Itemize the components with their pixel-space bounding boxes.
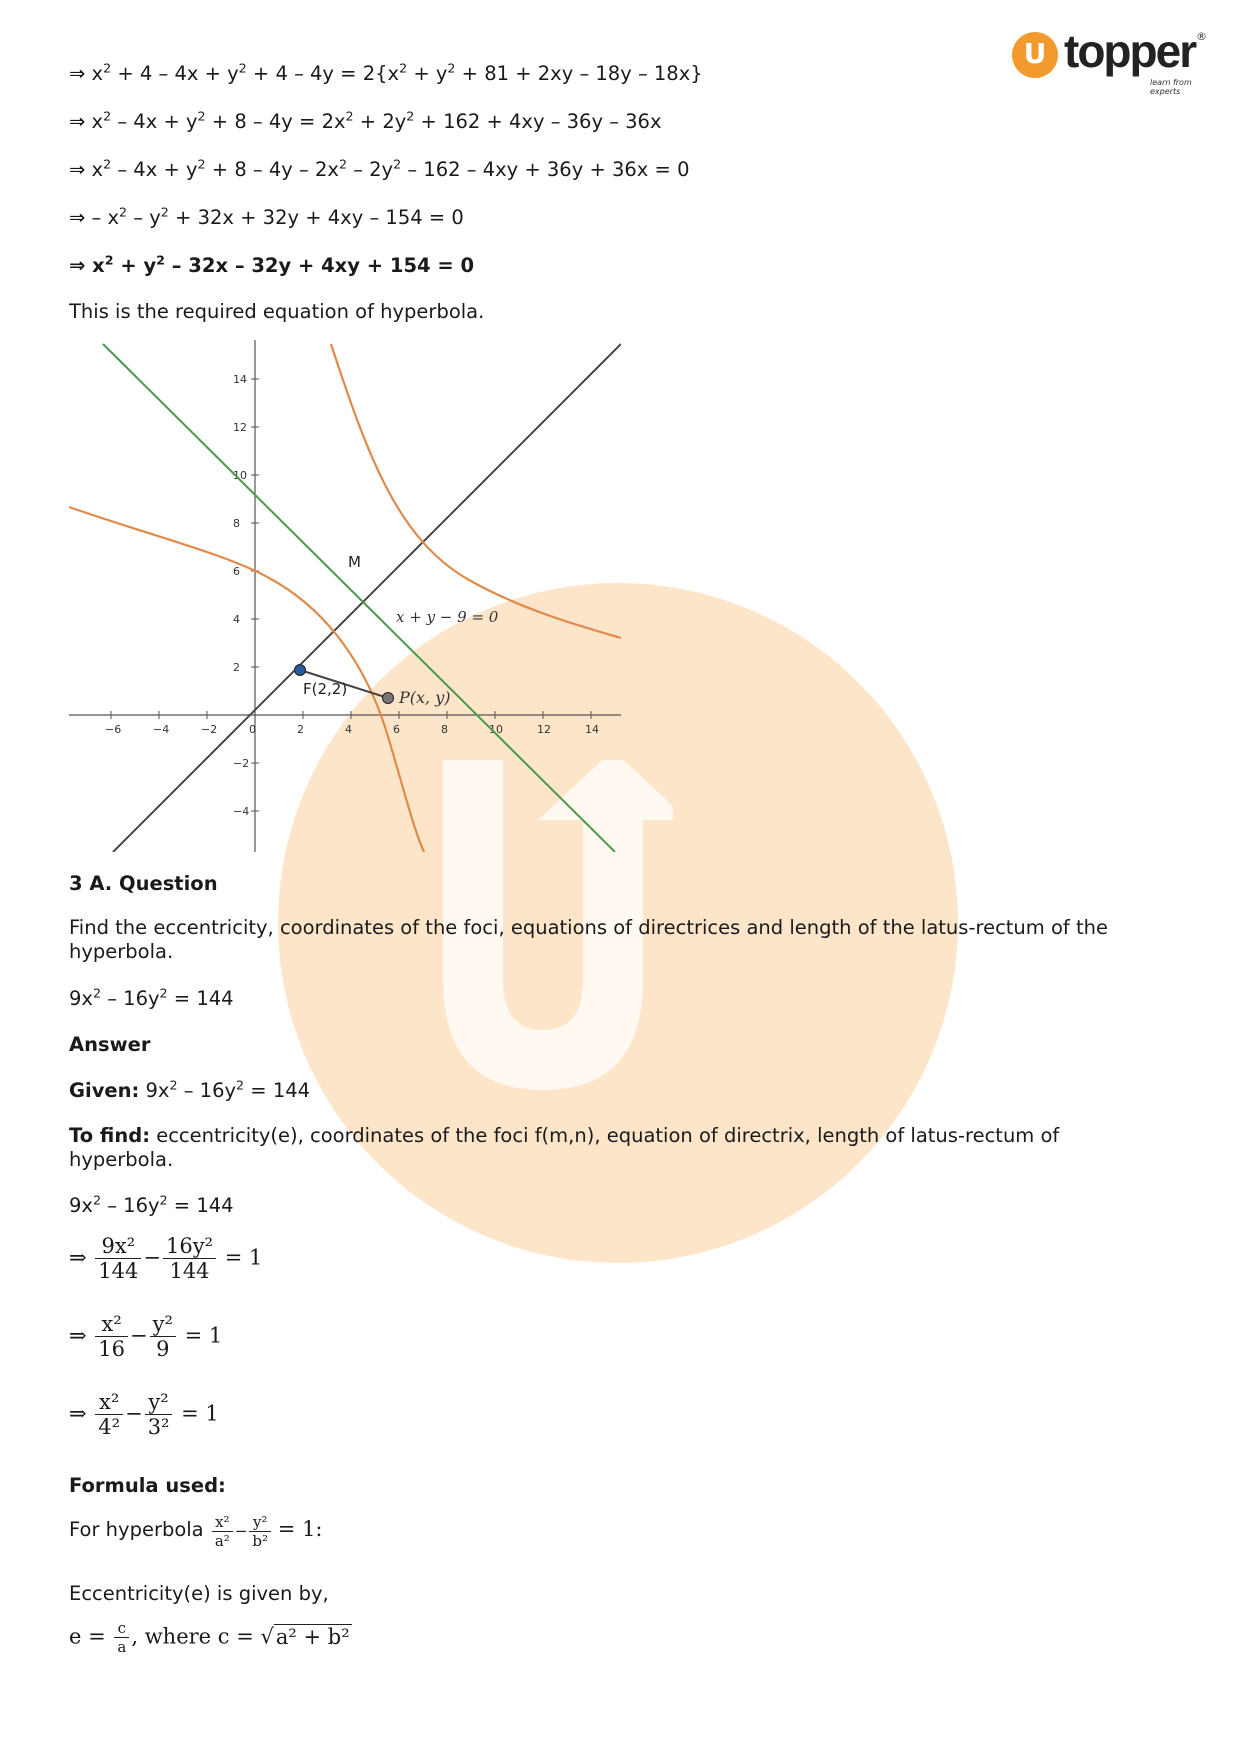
formula-heading: Formula used:	[69, 1474, 226, 1497]
label-point-p: P(x, y)	[399, 688, 451, 707]
hyperbola-lower-branch	[69, 507, 424, 852]
x-tick-label: 4	[345, 723, 352, 736]
logo-u-icon: U	[1012, 32, 1058, 78]
question-title: 3 A. Question	[69, 872, 218, 895]
y-tick-label: 2	[233, 661, 240, 674]
step-3-fraction: ⇒ $\frac{\text{x²}}{\text{4²}}$ − $\frac{\text{y²}}{\text{3²}}$ = 1	[69, 1390, 219, 1440]
given-line: Given: $9x^2 - 16y^2 = 144$	[69, 1077, 311, 1102]
eccentricity-text: Eccentricity(e) is given by,	[69, 1582, 329, 1605]
x-tick-label: −4	[153, 723, 170, 736]
step-2-fraction: ⇒ $\frac{\text{x²}}{16}$ − $\frac{\text{y²}}{9}$ = 1	[69, 1312, 223, 1362]
equation-line-1: ⇒ $x^2 + 4 - 4x + y^2 + 4 - 4y = 2\{x^2 + y^2 + 81 + 2xy - 18y - 18x\}$	[69, 60, 703, 85]
eccentricity-formula: e = $\frac{c}{a}$ , where c = √a² + b²	[69, 1619, 350, 1657]
equation-line-3: ⇒ $x^2 - 4x + y^2 + 8 - 4y - 2x^2 - 2y^2 - 162 - 4xy + 36y + 36x = 0$	[69, 156, 690, 181]
x-tick-label: 6	[393, 723, 400, 736]
point-p	[383, 693, 394, 704]
x-tick-label: 0	[249, 723, 256, 736]
x-tick-label: −2	[201, 723, 218, 736]
y-tick-label: 14	[233, 373, 247, 386]
answer-equation: $9x^2 - 16y^2 = 144$	[69, 1192, 234, 1217]
logo-tagline: learn from experts	[1150, 78, 1192, 96]
to-find-line-1: To find: eccentricity(e), coordinates of the foci f(m,n), equation of directrix, length of latus-rectum of	[69, 1124, 1060, 1147]
x-tick-label: 10	[489, 723, 503, 736]
equation-line-5-result: ⇒ $x^2 + y^2 - 32x - 32y + 4xy + 154 = 0$	[69, 252, 475, 277]
step-1-fraction: ⇒ $\frac{\text{9x²}}{144}$ − $\frac{\text{16y²}}{144}$ = 1	[69, 1234, 263, 1284]
answer-heading: Answer	[69, 1033, 151, 1056]
label-m: M	[348, 553, 361, 571]
x-tick-label: 12	[537, 723, 551, 736]
x-tick-label: 8	[441, 723, 448, 736]
x-tick-label: 2	[297, 723, 304, 736]
y-tick-label: −4	[233, 805, 250, 818]
logo-text: topper	[1064, 25, 1196, 77]
y-tick-label: 8	[233, 517, 240, 530]
logo-registered: ®	[1196, 30, 1207, 43]
topper-logo	[1012, 25, 1212, 96]
directrix-line	[103, 344, 615, 852]
focus-point	[295, 665, 306, 676]
y-tick-label: 4	[233, 613, 240, 626]
line-y-equals-x	[113, 344, 621, 852]
question-equation: $9x^2 - 16y^2 = 144$	[69, 985, 234, 1010]
x-tick-label: 14	[585, 723, 599, 736]
y-tick-label: 12	[233, 421, 247, 434]
y-tick-label: −2	[233, 757, 250, 770]
label-focus: F(2,2)	[303, 680, 348, 698]
equation-line-4: ⇒ – $x^2 - y^2 + 32x + 32y + 4xy - 154 = 0$	[69, 204, 464, 229]
question-text-line-1: Find the eccentricity, coordinates of the foci, equations of directrices and length of the latus-rectum of the	[69, 916, 1108, 939]
y-tick-label: 6	[233, 565, 240, 578]
label-directrix-equation: x + y − 9 = 0	[396, 608, 499, 626]
question-text-line-2: hyperbola.	[69, 940, 174, 963]
hyperbola-graph	[69, 340, 621, 852]
y-tick-label: 10	[233, 469, 247, 482]
to-find-line-2: hyperbola.	[69, 1148, 174, 1171]
formula-hyperbola-line: For hyperbola $\frac{\text{x²}}{\text{a²}}$ − $\frac{\text{y²}}{\text{b²}}$ = 1:	[69, 1513, 323, 1551]
conclusion-text: This is the required equation of hyperbola.	[69, 300, 485, 323]
x-tick-label: −6	[105, 723, 122, 736]
equation-line-2: ⇒ $x^2 - 4x + y^2 + 8 - 4y = 2x^2 + 2y^2 + 162 + 4xy - 36y - 36x$	[69, 108, 662, 133]
